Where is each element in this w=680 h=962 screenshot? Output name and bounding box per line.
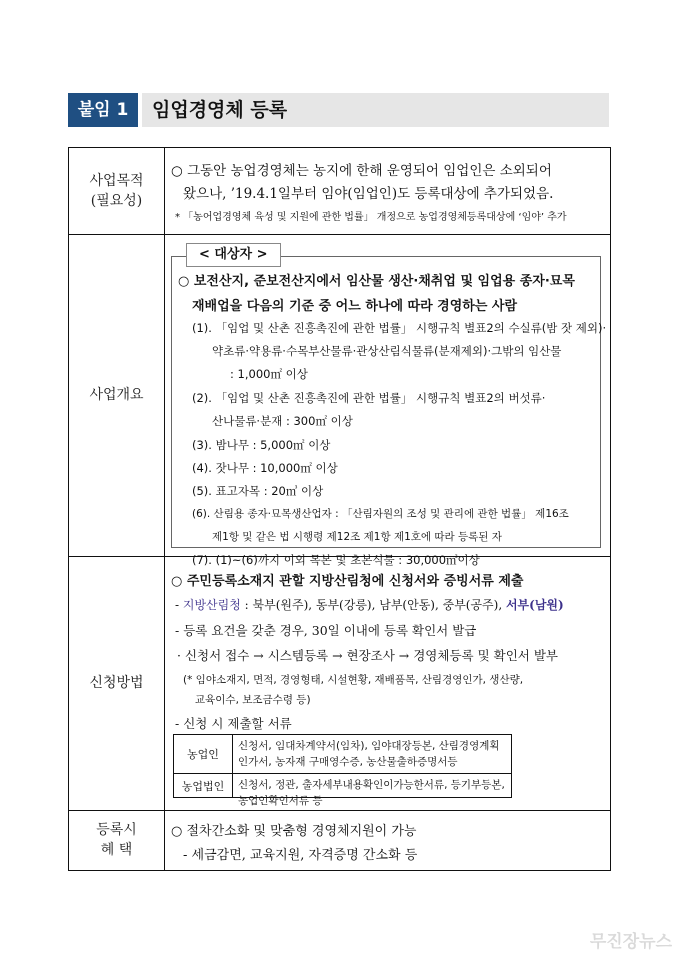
process-note-2: 교육이수, 보조금수령 등) [195, 694, 311, 706]
purpose-note: * 「농어업경영체 육성 및 지원에 관한 법률」 개정으로 농업경영체등록대상에 ‘임야’ 추가 [175, 212, 567, 223]
doc-items-farmer: 신청서, 임대차계약서(임차), 임야대장등본, 산림경영계획인가서, 농자재 구매영수증, 농산물출하증명서등 [238, 740, 500, 768]
row-label-overview: 사업개요 [69, 234, 165, 556]
office-list [175, 596, 564, 613]
row-benefits [69, 810, 610, 870]
process-note-1: (* 임야소재지, 면적, 경영형태, 시설현황, 재배품목, 산림경영인가, 생산량, [183, 674, 524, 686]
purpose-line-1: ○ 그동안 농업경영체는 농지에 한해 운영되어 임업인은 소외되어 [171, 163, 552, 179]
application-line-3: - 등록 요건을 갖춘 경우, 30일 이내에 등록 확인서 발급 [175, 623, 477, 638]
documents-heading: - 신청 시 제출할 서류 [175, 716, 292, 731]
doc-items-corp: 신청서, 정관, 출자세부내용확인이가능한서류, 등기부등본, 농업인확인서류 등 [238, 779, 505, 807]
application-line-1: ○ 주민등록소재지 관할 지방산림청에 신청서와 증빙서류 제출 [171, 574, 524, 589]
attachment-number: 붙임 1 [68, 93, 138, 127]
target-item-2b: 산나물류·분재 : 300㎡ 이상 [212, 414, 353, 428]
target-item-3: (3). 밤나무 : 5,000㎡ 이상 [192, 438, 331, 452]
target-item-7: (7). (1)~(6)까지 이외 목본 및 초본식물 : 30,000㎡이상 [192, 553, 480, 567]
benefits-line-2: - 세금감면, 교육지원, 자격증명 간소화 등 [183, 848, 418, 863]
target-box-title: < 대상자 > [186, 243, 281, 267]
section-header [68, 93, 609, 127]
office-west: 서부(남원) [505, 598, 564, 612]
row-purpose [69, 148, 610, 235]
target-item-4: (4). 잣나무 : 10,000㎡ 이상 [192, 461, 338, 475]
watermark-logo: 무진장뉴스 [589, 932, 672, 952]
target-item-5: (5). 표고자목 : 20㎥ 이상 [192, 484, 324, 498]
target-line-2: 재배업을 다음의 기준 중 어느 하나에 따라 경영하는 사람 [192, 299, 518, 314]
office-label: 지방산림청 [182, 598, 241, 612]
info-table [68, 147, 611, 871]
target-line-1: ○ 보전산지, 준보전산지에서 임산물 생산·채취업 및 임업용 종자·묘목 [178, 274, 575, 289]
row-content-benefits [165, 810, 610, 870]
doc-type-farmer: 농업인 [174, 735, 233, 773]
documents-table [173, 734, 512, 807]
target-item-6a: (6). 산림용 종자·묘목생산업자 : 「산림자원의 조성 및 관리에 관한 법률」 제16조 [192, 508, 569, 520]
page-title: 임업경영체 등록 [152, 99, 288, 121]
documents-row-corp [174, 774, 511, 807]
row-label-benefits: 등록시 혜 택 [69, 810, 165, 870]
benefits-line-1: ○ 절차간소화 및 맞춤형 경영체지원이 가능 [171, 824, 417, 839]
process-flow: · 신청서 접수 → 시스템등록 → 현장조사 → 경영체등록 및 확인서 발부 [177, 648, 558, 663]
title-bar [142, 93, 609, 127]
target-item-1a: (1). 「임업 및 산촌 진흥촉진에 관한 법률」 시행규칙 별표2의 수실류(밤 잣 제외)· [192, 321, 607, 335]
row-content-purpose [165, 148, 610, 234]
row-application [69, 556, 610, 811]
target-item-6b: 제1항 및 같은 법 시행령 제12조 제1항 제1호에 따라 등록된 자 [212, 531, 502, 543]
row-label-application: 신청방법 [69, 556, 165, 810]
row-content-overview [165, 234, 610, 567]
doc-type-corp: 농업법인 [174, 774, 233, 797]
row-overview [69, 234, 610, 567]
target-item-1c: : 1,000㎡ 이상 [230, 367, 308, 381]
office-dash: - [175, 598, 183, 612]
documents-row-farmer [174, 735, 511, 774]
target-item-1b: 약초류·약용류·수목부산물류·관상산림식물류(분재제외)·그밖의 임산물 [212, 344, 562, 358]
row-label-purpose: 사업목적 (필요성) [69, 148, 165, 234]
target-item-2a: (2). 「임업 및 산촌 진흥촉진에 관한 법률」 시행규칙 별표2의 버섯류· [192, 391, 546, 405]
office-list-text: : 북부(원주), 동부(강릉), 남부(안동), 중부(공주), [240, 598, 506, 612]
target-box [171, 247, 607, 567]
purpose-line-2: 왔으나, ’19.4.1일부터 임야(임업인)도 등록대상에 추가되었음. [183, 186, 554, 202]
